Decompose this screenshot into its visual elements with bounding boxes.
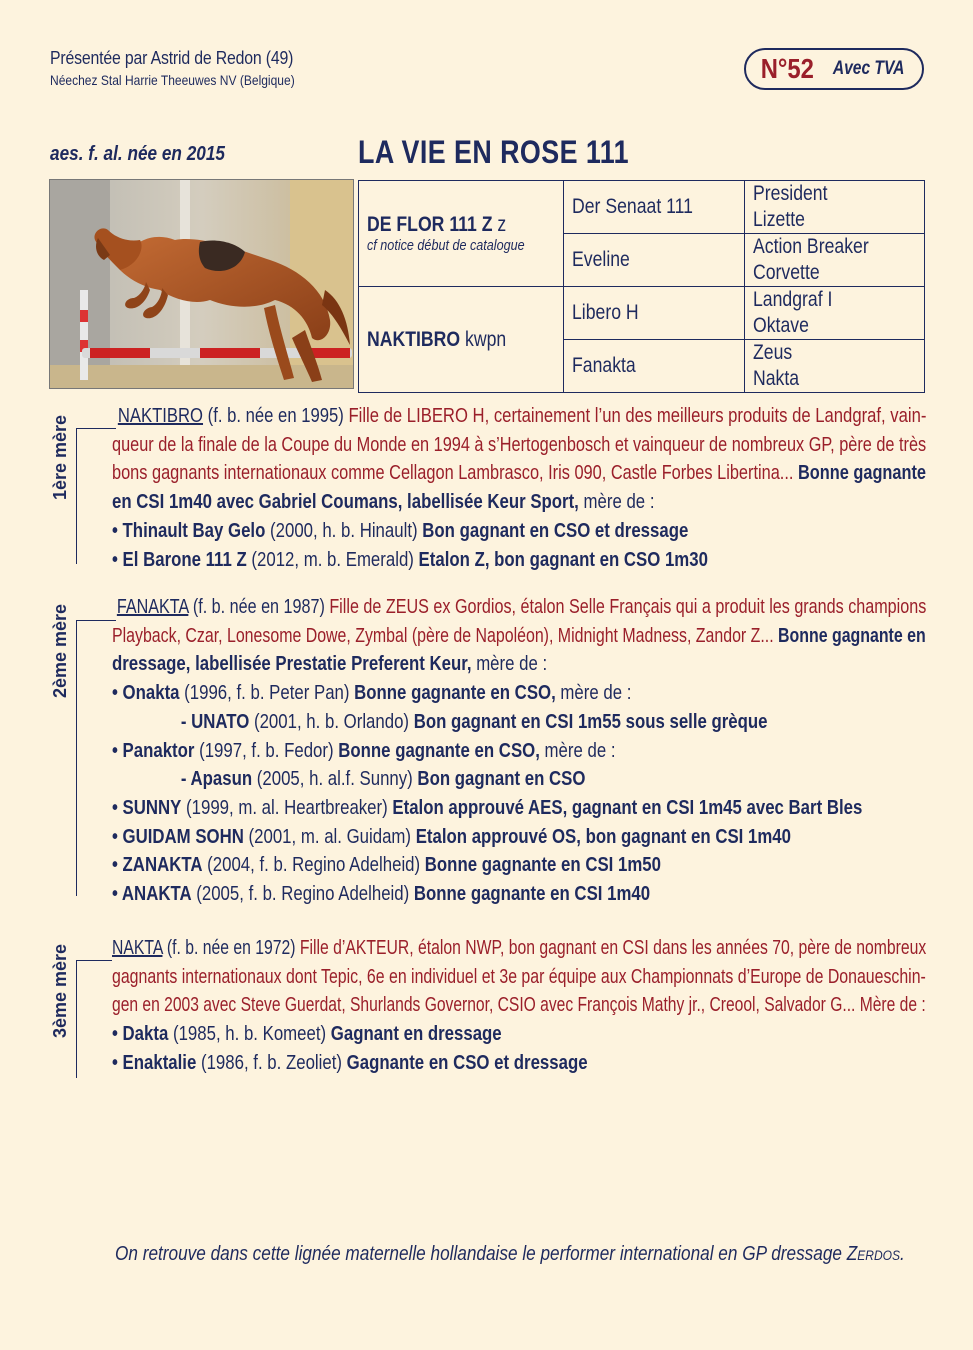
text-run: (2005, h. al.f. Sunny) — [252, 768, 418, 791]
second-dam-produce-6 — [112, 880, 796, 909]
text-line: gagnants internationaux dont Tepic, 6e en individuel et 3e par équipe aux Championnats d’Europe de Donaueschin- — [112, 965, 926, 988]
text-run: Etalon Z, bon gagnant en CSO 1m30 — [418, 548, 708, 571]
first-dam-produce-1 — [112, 517, 796, 546]
text-run: Fille d’AKTEUR, étalon NWP, bon gagnant en CSI dans les années 70, père de nombreux — [299, 937, 927, 959]
third-dam-produce-2 — [112, 1049, 796, 1078]
text-run: • Dakta — [112, 1023, 169, 1046]
text-run: (2001, m. al. Guidam) — [243, 825, 416, 848]
text-run: en CSI 1m40 avec Gabriel Coumans, labellisée Keur Sport, — [112, 491, 579, 514]
text-run: Playback, Czar, Lonesome Dowe, Zymbal (père de Napoléon), Midnight Madness, Zandor Z... — [112, 624, 779, 647]
text-run: 2ème mère — [50, 603, 70, 698]
text-run: 1ère mère — [50, 414, 70, 500]
breeder: Néechez Stal Harrie Theeuwes NV (Belgique) — [50, 72, 295, 88]
text-run: Der Senaat 111 — [571, 195, 693, 218]
text-run: 3ème mère — [50, 943, 70, 1038]
text-run: Fille de LIBERO H, certainement l’un des meilleurs produits de Landgraf, vain- — [348, 405, 927, 427]
text-run: • ZANAKTA — [112, 854, 203, 877]
second-dam-grandproduce-2 — [112, 765, 796, 794]
sire-note: cf notice début de catalogue — [367, 237, 525, 254]
text-run: Etalon approuvé OS, bon gagnant en CSI 1m40 — [415, 825, 791, 848]
text-run: Corvette — [753, 261, 820, 284]
text-run: Etalon approuvé AES, gagnant en CSI 1m45 avec Bart Bles — [392, 796, 863, 819]
text-run: Bonne gagnante en CSI 1m50 — [424, 854, 661, 877]
pedigree-sire-dam — [563, 234, 744, 287]
bracket-top-2 — [76, 620, 116, 621]
header — [50, 48, 750, 88]
text-run: • Enaktalie — [112, 1051, 197, 1074]
text-run: (f. b. née en 1987) — [188, 596, 330, 618]
pedigree-sire-cell — [359, 181, 564, 287]
text-run: Action Breaker — [753, 235, 869, 258]
text-run: Lizette — [753, 208, 806, 231]
text-run: • SUNNY — [112, 796, 182, 819]
dam-name: NAKTIBRO — [367, 327, 461, 351]
second-dam-produce-4 — [112, 823, 796, 852]
text-run: Bonne gagnante en CSI 1m40 — [413, 883, 651, 906]
second-dam-produce-2 — [112, 737, 796, 766]
bracket-top-1 — [76, 428, 116, 429]
text-line — [112, 934, 927, 963]
text-line: queur de la finale de la Coupe du Monde en 1994 à s’Hertogenbosch et vainqueur de nombreux GP, père de très — [112, 433, 927, 456]
text-run: - Apasun — [180, 768, 253, 791]
text-run: dressage, labellisée Prestatie Preferent Keur, — [112, 653, 472, 676]
bracket-line-3 — [76, 960, 77, 1078]
text-run: • El Barone 111 Z — [112, 548, 247, 571]
sire-suffix: z — [497, 213, 507, 236]
text-run: (2012, m. b. Emerald) — [246, 548, 419, 571]
text-line — [112, 650, 796, 679]
text-line: gen en 2003 avec Steve Guerdat, Shurlands Governor, CSIO avec François Mathy jr., Creool, Salvador G... Mère de : — [112, 994, 926, 1017]
text-run: mère de : — [539, 739, 616, 762]
bracket-line-2 — [76, 620, 77, 896]
text-run: • Panaktor — [112, 739, 195, 762]
third-dam-section — [112, 934, 926, 1078]
second-dam-produce-5 — [112, 851, 796, 880]
text-run: Nakta — [753, 367, 800, 390]
pedigree-ggp-2 — [745, 234, 925, 287]
text-run: (2004, f. b. Regino Adelheid) — [202, 854, 425, 877]
lot-number: N°52 — [760, 53, 814, 84]
text-run: NAKTIBRO — [117, 405, 204, 427]
text-run: Zeus — [753, 341, 793, 364]
text-run: Gagnante en CSO et dressage — [346, 1051, 588, 1074]
text-run: Bon gagnant en CSI 1m55 sous selle grèque — [413, 710, 768, 733]
text-run: Bonne gagnante — [797, 462, 927, 485]
text-run: Landgraf I — [753, 288, 833, 311]
presented-by: Présentée par Astrid de Redon (49) — [50, 48, 294, 68]
text-run: (1999, m. al. Heartbreaker) — [181, 796, 393, 819]
text-run: • Thinault Bay Gelo — [112, 519, 266, 542]
text-line — [112, 593, 927, 622]
text-run: Bonne gagnante en CSO, — [338, 739, 540, 762]
text-run: Bonne gagnante en CSO, — [354, 682, 556, 705]
bracket-top-3 — [76, 960, 112, 961]
text-run: Bonne gagnante en — [778, 624, 926, 647]
text-run: (2000, h. b. Hinault) — [265, 519, 423, 542]
lot-badge — [744, 48, 924, 90]
text-run: • Onakta — [112, 682, 180, 705]
text-run — [367, 213, 506, 237]
text-run: President — [753, 182, 828, 205]
text-run: Gagnant en dressage — [330, 1023, 502, 1046]
text-run: Fille de ZEUS ex Gordios, étalon Selle Français qui a produit les grands champions — [329, 596, 927, 618]
pedigree-dam-dam — [563, 340, 744, 393]
text-run: (1986, f. b. Zeoliet) — [196, 1051, 347, 1074]
dam-suffix: kwpn — [465, 327, 507, 351]
pedigree-ggp-3 — [745, 287, 925, 340]
horse-name: LA VIE EN ROSE 111 — [358, 134, 629, 170]
third-dam-produce-1 — [112, 1020, 796, 1049]
text-line — [112, 622, 926, 651]
sire-name: DE FLOR 111 Z — [367, 213, 493, 236]
lot-tax: Avec TVA — [832, 58, 905, 79]
text-run: mère de : — [471, 653, 548, 676]
text-run: bons gagnants internationaux comme Cellagon Lambrasco, Iris 090, Castle Forbes Libertina... — [112, 462, 798, 485]
text-run: FANAKTA — [116, 596, 189, 618]
text-run: On retrouve dans cette lignée maternelle hollandaise le performer international en GP dressage — [115, 1243, 847, 1265]
horse-birth-info: aes. f. al. née en 2015 — [50, 143, 225, 165]
footer-note — [115, 1243, 905, 1266]
text-run: Bon gagnant en CSO — [417, 768, 586, 791]
text-line — [112, 488, 796, 517]
second-dam-produce-1 — [112, 679, 796, 708]
second-dam-grandproduce-1 — [112, 708, 796, 737]
text-run: Libero H — [571, 301, 639, 324]
first-dam-produce-2 — [112, 546, 796, 575]
text-run: • GUIDAM SOHN — [112, 825, 244, 848]
text-run: - UNATO — [180, 710, 250, 733]
bracket-line-1 — [76, 428, 77, 564]
pedigree-sire-sire — [563, 181, 744, 234]
first-dam-section — [112, 402, 926, 574]
text-line — [112, 459, 927, 488]
horse-photo — [49, 179, 354, 389]
text-run: (1997, f. b. Fedor) — [194, 739, 339, 762]
horse-jumping-image — [50, 180, 354, 389]
second-dam-produce-3 — [112, 794, 863, 823]
text-run: Oktave — [753, 314, 809, 337]
text-line — [112, 402, 927, 431]
text-run: (2005, f. b. Regino Adelheid) — [191, 883, 414, 906]
second-dam-section — [112, 593, 926, 909]
pedigree-ggp-1 — [745, 181, 925, 234]
text-run: Fanakta — [571, 354, 636, 377]
text-run: Bon gagnant en CSO et dressage — [422, 519, 689, 542]
text-run: (2001, h. b. Orlando) — [249, 710, 414, 733]
text-run: (1985, h. b. Komeet) — [168, 1023, 331, 1046]
text-run: mère de : — [555, 682, 632, 705]
text-run: (f. b. née en 1995) — [203, 405, 349, 427]
text-run — [367, 328, 506, 352]
text-run: mère de : — [578, 491, 655, 514]
text-run: • ANAKTA — [112, 883, 192, 906]
text-run: Eveline — [571, 248, 630, 271]
text-run: (1996, f. b. Peter Pan) — [179, 682, 355, 705]
pedigree-ggp-4 — [745, 340, 925, 393]
text-run: Zerdos. — [846, 1243, 905, 1265]
pedigree-dam-cell — [359, 287, 564, 393]
text-run: (f. b. née en 1972) — [162, 937, 300, 959]
text-run: NAKTA — [112, 937, 163, 959]
pedigree-table — [358, 180, 925, 393]
pedigree-dam-sire — [563, 287, 744, 340]
